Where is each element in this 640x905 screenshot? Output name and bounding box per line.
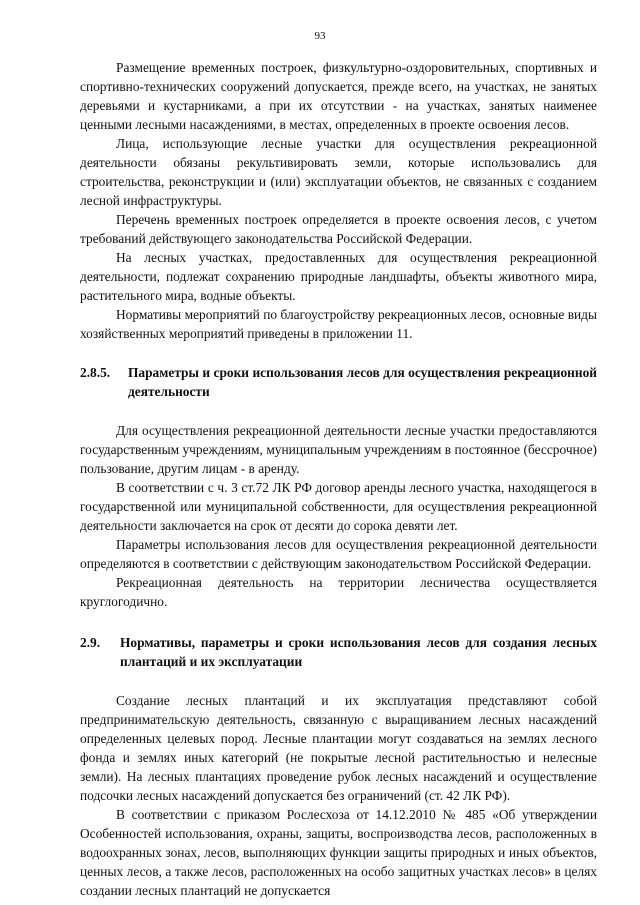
paragraph: В соответствии с ч. 3 ст.72 ЛК РФ договор аренды лесного участка, находящегося в государственной или муниципальной собственности, для осуществления рекреационной деятельности заключается на срок от десяти до сорока девяти лет. xyxy=(80,480,597,533)
page-number: 93 xyxy=(314,30,326,42)
paragraph: Рекреационная деятельность на территории лесничества осуществляется круглогодично. xyxy=(80,575,597,609)
paragraph: Размещение временных построек, физкультурно-оздоровительных, спортивных и спортивно-технических сооружений допускается, прежде всего, на участках, не занятых деревьями и кустарниками, а при их отсутствии - на участках, занятых наименее ценными лесными насаждениями, в местах, определенных в проекте освоения лесов. xyxy=(80,60,597,132)
section-number: 2.9. xyxy=(80,635,101,650)
paragraph: Лица, использующие лесные участки для осуществления рекреационной деятельности обязаны рекультивировать земли, которые использовались для строительства, реконструкции и (или) эксплуатации объектов, не связанных с созданием лесной инфраструктуры. xyxy=(80,136,597,208)
section-title: Параметры и сроки использования лесов для осуществления рекреационной деятельности xyxy=(128,365,597,399)
section-number: 2.8.5. xyxy=(80,365,111,380)
paragraph: На лесных участках, предоставленных для осуществления рекреационной деятельности, подлежат сохранению природные ландшафты, объекты животного мира, растительного мира, водные объекты. xyxy=(80,250,597,303)
section-title: Нормативы, параметры и сроки использования лесов для создания лесных плантаций и их эксплуатации xyxy=(120,635,597,669)
section-heading-2-9 xyxy=(80,633,597,671)
page-content xyxy=(80,58,597,900)
section-heading-2-8-5 xyxy=(80,363,597,401)
paragraph: Создание лесных плантаций и их эксплуатация представляют собой предпринимательскую деятельность, связанную с выращиванием лесных насаждений определенных целевых пород. Лесные плантации могут создаваться на землях лесного фонда и землях иных категорий (не покрытые лесной растительностью и нелесные земли). На лесных плантациях проведение рубок лесных насаждений и осуществление подсочки лесных насаждений допускается без ограничений (ст. 42 ЛК РФ). xyxy=(80,693,597,803)
paragraph: Для осуществления рекреационной деятельности лесные участки предоставляются государственным учреждениям, муниципальным учреждениям в постоянное (бессрочное) пользование, другим лицам - в аренду. xyxy=(80,423,597,476)
paragraph: Параметры использования лесов для осуществления рекреационной деятельности определяются в соответствии с действующим законодательством Российской Федерации. xyxy=(80,537,597,571)
paragraph: Перечень временных построек определяется в проекте освоения лесов, с учетом требований действующего законодательства Российской Федерации. xyxy=(80,212,597,246)
paragraph: В соответствии с приказом Рослесхоза от 14.12.2010 № 485 «Об утверждении Особенностей использования, охраны, защиты, воспроизводства лесов, расположенных в водоохранных зонах, лесов, выполняющих функции защиты природных и иных объектов, ценных лесов, а также лесов, расположенных на особо защитных участках лесов» в целях создании лесных плантаций не допускается xyxy=(80,807,597,898)
paragraph: Нормативы мероприятий по благоустройству рекреационных лесов, основные виды хозяйственных мероприятий приведены в приложении 11. xyxy=(80,307,597,341)
